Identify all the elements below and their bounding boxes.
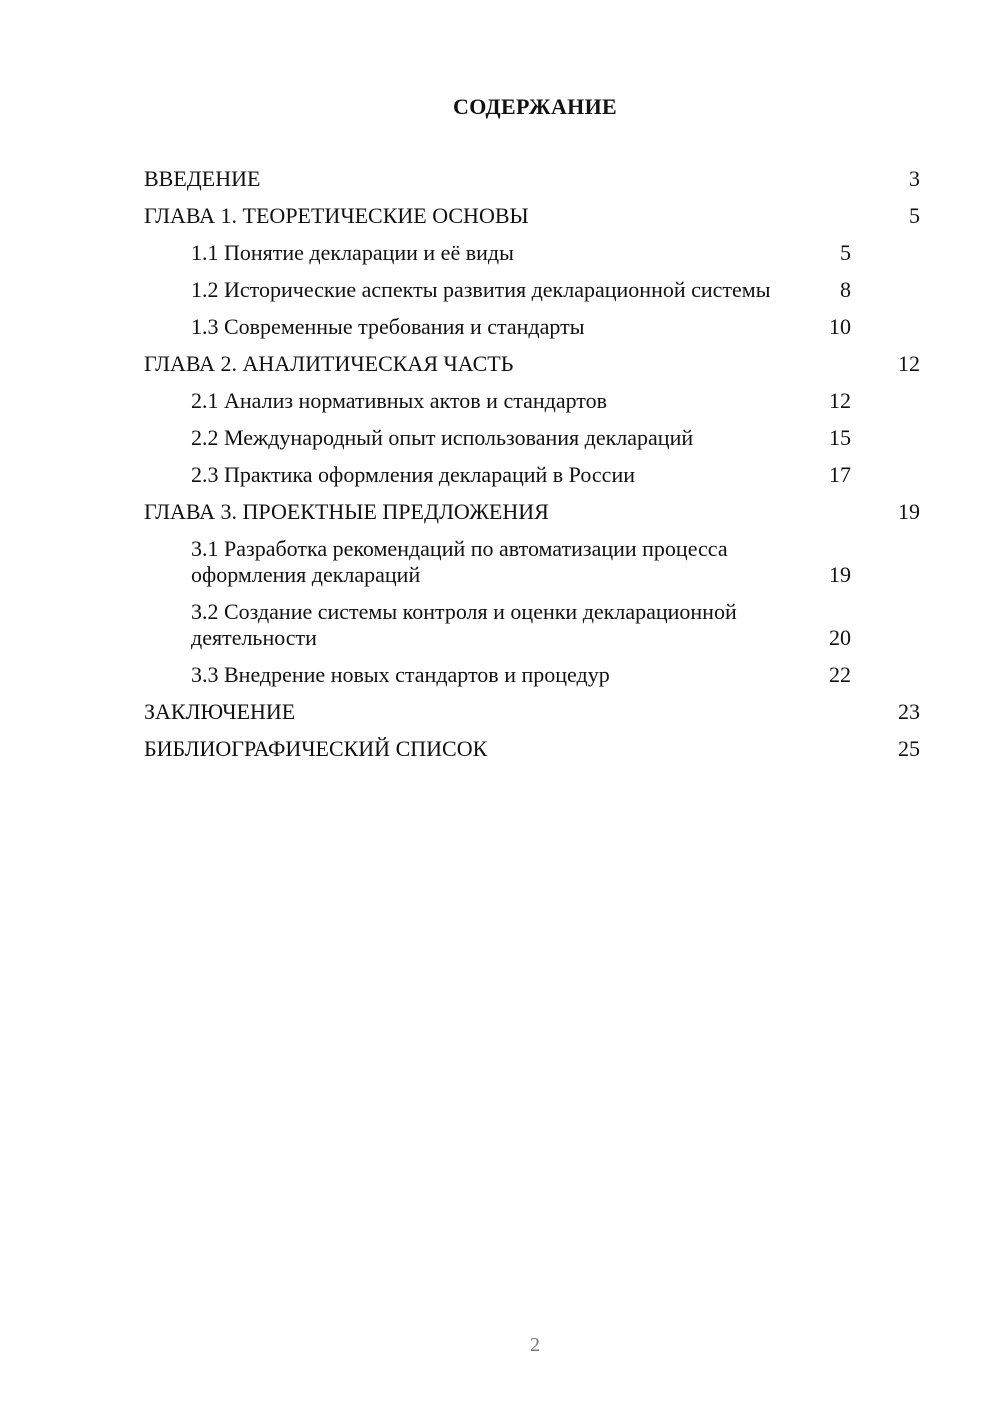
page-number: 2: [530, 1334, 540, 1356]
toc-entry-title: 3.1 Разработка рекомендаций по автоматизации процесса оформления деклараций: [191, 536, 728, 587]
toc-entry-conclusion[interactable]: [144, 699, 920, 725]
toc-entry-title: 3.3 Внедрение новых стандартов и процедур: [191, 662, 610, 687]
toc-entry-page: 3: [909, 166, 920, 191]
toc-entry-introduction[interactable]: [144, 166, 920, 192]
toc-entry-page: 23: [898, 699, 920, 724]
toc-entry-section-3-2[interactable]: [144, 599, 920, 651]
page-title: СОДЕРЖАНИЕ: [453, 94, 617, 119]
toc-entry-chapter-2[interactable]: [144, 351, 920, 377]
toc-entry-title: 3.2 Создание системы контроля и оценки декларационной деятельности: [191, 599, 737, 650]
toc-entry-title: ГЛАВА 1. ТЕОРЕТИЧЕСКИЕ ОСНОВЫ: [144, 203, 529, 228]
toc-entry-title: ВВЕДЕНИЕ: [144, 166, 261, 191]
toc-entry-section-3-3[interactable]: [144, 662, 920, 688]
toc-entry-section-3-1[interactable]: [144, 536, 920, 588]
toc-entry-page: 12: [829, 388, 851, 413]
toc-entry-title: 1.1 Понятие декларации и её виды: [191, 240, 514, 265]
toc-entry-section-1-1[interactable]: [144, 240, 920, 266]
toc-entry-section-1-3[interactable]: [144, 314, 920, 340]
toc-entry-page: 19: [829, 562, 851, 587]
toc-entry-title: 2.2 Международный опыт использования деклараций: [191, 425, 694, 450]
toc-entry-title: 2.1 Анализ нормативных актов и стандартов: [191, 388, 608, 413]
toc-entry-title: ГЛАВА 2. АНАЛИТИЧЕСКАЯ ЧАСТЬ: [144, 351, 514, 376]
toc-entry-section-2-2[interactable]: [144, 425, 920, 451]
toc-entry-title: 2.3 Практика оформления деклараций в России: [191, 462, 635, 487]
toc-entry-title: 1.3 Современные требования и стандарты: [191, 314, 585, 339]
toc-entry-page: 19: [898, 499, 920, 524]
toc-entry-page: 12: [898, 351, 920, 376]
toc-entry-bibliography[interactable]: [144, 736, 920, 762]
toc-entry-page: 15: [829, 425, 851, 450]
toc-entry-page: 5: [909, 203, 920, 228]
toc-entry-page: 17: [829, 462, 851, 487]
toc-entry-chapter-1[interactable]: [144, 203, 920, 229]
toc-entry-page: 25: [898, 736, 920, 761]
toc-entry-section-1-2[interactable]: [144, 277, 920, 303]
toc-entry-page: 10: [829, 314, 851, 339]
table-of-contents: [144, 166, 920, 773]
toc-entry-title: 1.2 Исторические аспекты развития декларационной системы: [191, 277, 771, 302]
toc-entry-title: ГЛАВА 3. ПРОЕКТНЫЕ ПРЕДЛОЖЕНИЯ: [144, 499, 549, 524]
toc-entry-page: 20: [829, 625, 851, 650]
toc-entry-page: 8: [840, 277, 851, 302]
toc-entry-page: 22: [829, 662, 851, 687]
toc-entry-section-2-1[interactable]: [144, 388, 920, 414]
toc-entry-title: ЗАКЛЮЧЕНИЕ: [144, 699, 296, 724]
toc-entry-page: 5: [840, 240, 851, 265]
toc-entry-title: БИБЛИОГРАФИЧЕСКИЙ СПИСОК: [144, 736, 488, 761]
toc-entry-chapter-3[interactable]: [144, 499, 920, 525]
toc-entry-section-2-3[interactable]: [144, 462, 920, 488]
